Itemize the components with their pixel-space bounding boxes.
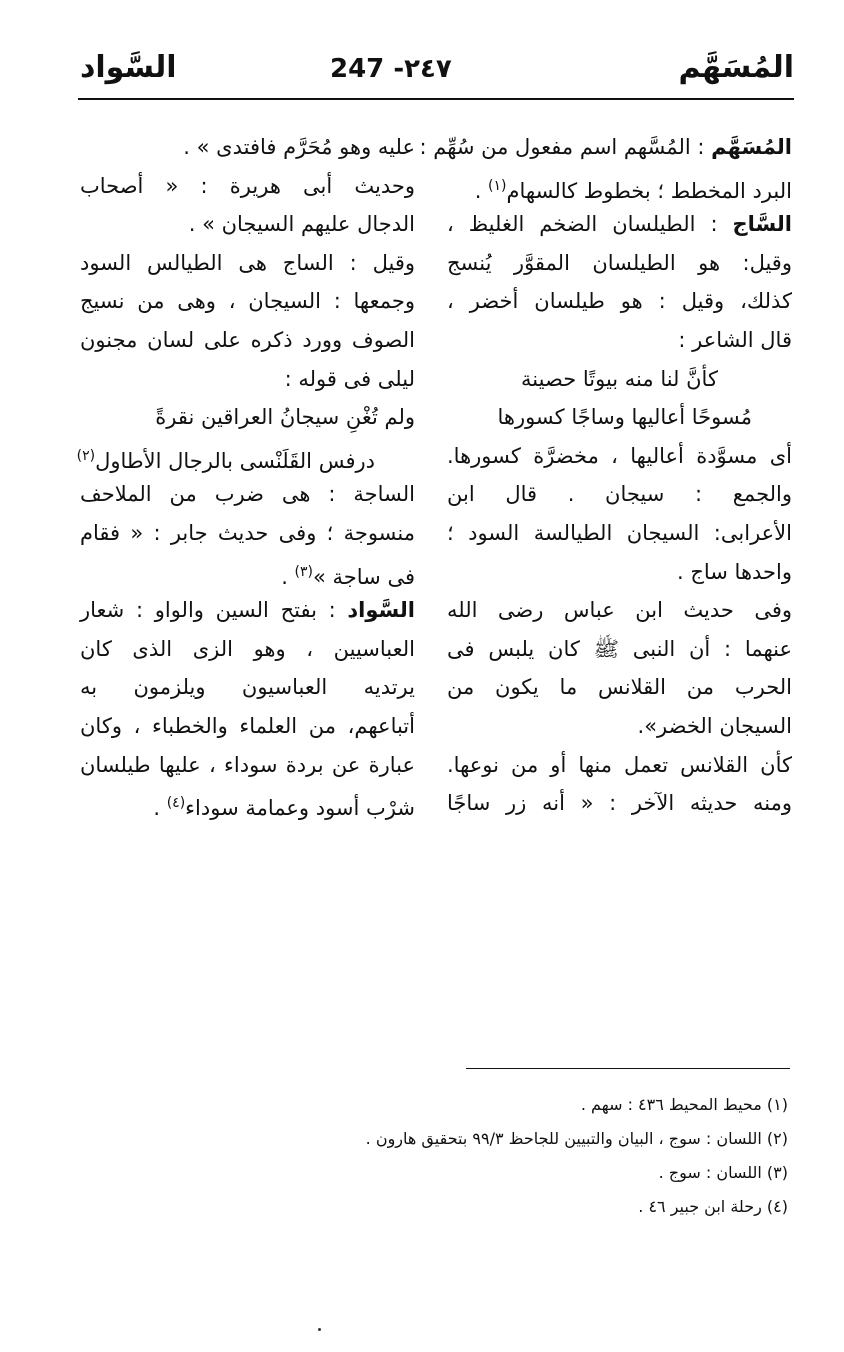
entry-term: المُسَهَّم	[711, 135, 792, 159]
line-text: وحديث أبى هريرة : « أصحاب	[80, 173, 415, 198]
footnote: (٤) رحلة ابن جبير ٤٦ .	[638, 1197, 788, 1216]
text-line	[80, 475, 415, 514]
footnote: (٣) اللسان : سوج .	[658, 1163, 788, 1182]
entry-term: السَّاج	[732, 212, 792, 237]
line-text: العباسيين ، وهو الزى الذى كان	[80, 636, 415, 661]
line-text: فى ساجة »	[313, 564, 415, 589]
text-line	[447, 244, 792, 283]
line-text: شرْب أسود وعمامة سوداء	[185, 796, 415, 821]
line-text: مُسوحًا أعاليها وساجًا كسورها	[497, 405, 752, 430]
text-line	[447, 321, 792, 360]
text-line	[80, 244, 415, 283]
line-text: وجمعها : السيجان ، وهى من نسيج	[80, 289, 415, 314]
line-text: الصوف وورد ذكره على لسان مجنون	[80, 327, 415, 352]
text-line	[80, 128, 415, 167]
line-text: منسوجة ؛ وفى حديث جابر : « فقام	[80, 520, 415, 545]
text-line: السَّاج : الطيلسان الضخم الغليظ ،	[447, 212, 792, 237]
line-text: أتباعهم، من العلماء والخطباء ، وكان	[80, 713, 415, 738]
text-line: البرد المخطط ؛ بخطوط كالسهام$^{(١)}$ .	[474, 177, 792, 203]
footnotes	[188, 1088, 788, 1224]
text-line	[80, 167, 415, 206]
line-text: الأعرابى: السيجان الطيالسة السود ؛	[447, 520, 792, 545]
running-title-right: المُسَهَّم	[678, 50, 794, 85]
running-title-left: السَّواد	[80, 50, 177, 85]
text-line: المُسَهَّم : المُسَّهم اسم مفعول من سُهِّم :	[419, 135, 792, 159]
line-text: وقيل: هو الطيلسان المقوَّر يُنسج	[447, 250, 792, 275]
footnote-marker[interactable]: (١)	[488, 177, 507, 194]
text-line	[447, 591, 792, 630]
footnote-rule	[466, 1068, 790, 1069]
text-line: فى ساجة »$^{(٣)}$ .	[281, 563, 415, 589]
text-line	[447, 553, 792, 592]
line-text: ولم تُغْنِ سيجانُ العراقين نقرةً	[155, 405, 415, 430]
text-line: شرْب أسود وعمامة سوداء$^{(٤)}$ .	[153, 795, 415, 821]
text-line	[80, 707, 415, 746]
line-text: يرتديه العباسيون ويلزمون به	[80, 675, 415, 700]
text-line	[80, 398, 415, 437]
text-line	[80, 514, 415, 553]
line-text: ليلى فى قوله :	[284, 366, 415, 391]
line-text: والجمع : سيجان . قال ابن	[447, 482, 792, 507]
text-line: السَّواد : بفتح السين والواو : شعار	[80, 598, 415, 623]
text-line	[447, 360, 792, 399]
entry-term: السَّواد	[347, 598, 415, 623]
footnote: (٢) اللسان : سوج ، البيان والتبيين للجاحظ ٩٩/٣ بتحقيق هارون .	[365, 1129, 788, 1148]
line-text: قال الشاعر :	[678, 327, 792, 352]
text-line	[80, 282, 415, 321]
footnote-marker[interactable]: (٤)	[166, 795, 186, 812]
text-line	[80, 630, 415, 669]
line-text: البرد المخطط ؛ بخطوط كالسهام	[506, 178, 792, 203]
line-text: كذلك، وقيل : هو طيلسان أخضر ،	[447, 289, 792, 314]
left-column	[76, 128, 415, 823]
line-text: السيجان الخضر».	[637, 713, 792, 738]
text-line	[80, 668, 415, 707]
text-line	[447, 630, 792, 669]
text-line	[447, 668, 792, 707]
line-text: كأنَّ لنا منه بيوتًا حصينة	[521, 366, 718, 391]
text-line	[447, 784, 792, 823]
line-text: الحرب من القلانس ما يكون من	[447, 675, 792, 700]
ink-dot	[318, 1328, 321, 1331]
text-line	[447, 398, 792, 437]
right-column	[419, 128, 792, 823]
page-header	[0, 44, 844, 104]
line-text: كأن القلانس تعمل منها أو من نوعها.	[447, 752, 792, 777]
line-text: أى مسوَّدة أعاليها ، مخضرَّة كسورها.	[447, 443, 792, 468]
text-line	[80, 205, 415, 244]
line-text: عبارة عن بردة سوداء ، عليها طيلسان	[80, 752, 415, 777]
header-rule	[78, 98, 794, 100]
text-line	[447, 437, 792, 476]
footnote: (١) محيط المحيط ٤٣٦ : سهم .	[580, 1095, 788, 1114]
text-line	[80, 746, 415, 785]
line-text: الدجال عليهم السيجان » .	[188, 212, 415, 237]
line-text: عنهما : أن النبى ﷺ كان يلبس فى	[447, 636, 792, 661]
footnote-marker[interactable]: (٣)	[294, 563, 314, 580]
text-line	[447, 282, 792, 321]
line-text: الساجة : هى ضرب من الملاحف	[80, 482, 415, 507]
page-number: 247 -٢٤٧	[330, 54, 452, 84]
text-line	[447, 746, 792, 785]
line-text: وفى حديث ابن عباس رضى الله	[447, 598, 792, 623]
text-line	[447, 475, 792, 514]
line-text: عليه وهو مُحَرَّم فافتدى » .	[183, 135, 415, 159]
line-text: ومنه حديثه الآخر : « أنه زر ساجًا	[447, 791, 792, 816]
line-text: وقيل : الساج هى الطيالس السود	[80, 250, 415, 275]
text-line	[447, 514, 792, 553]
text-line	[447, 707, 792, 746]
line-text: درفس القَلَنْسى بالرجال الأطاول	[95, 448, 375, 473]
text-line	[76, 437, 415, 476]
text-line	[80, 360, 415, 399]
footnote-marker[interactable]: (٢)	[76, 447, 96, 464]
text-line	[80, 321, 415, 360]
line-text: واحدها ساج .	[676, 559, 792, 584]
